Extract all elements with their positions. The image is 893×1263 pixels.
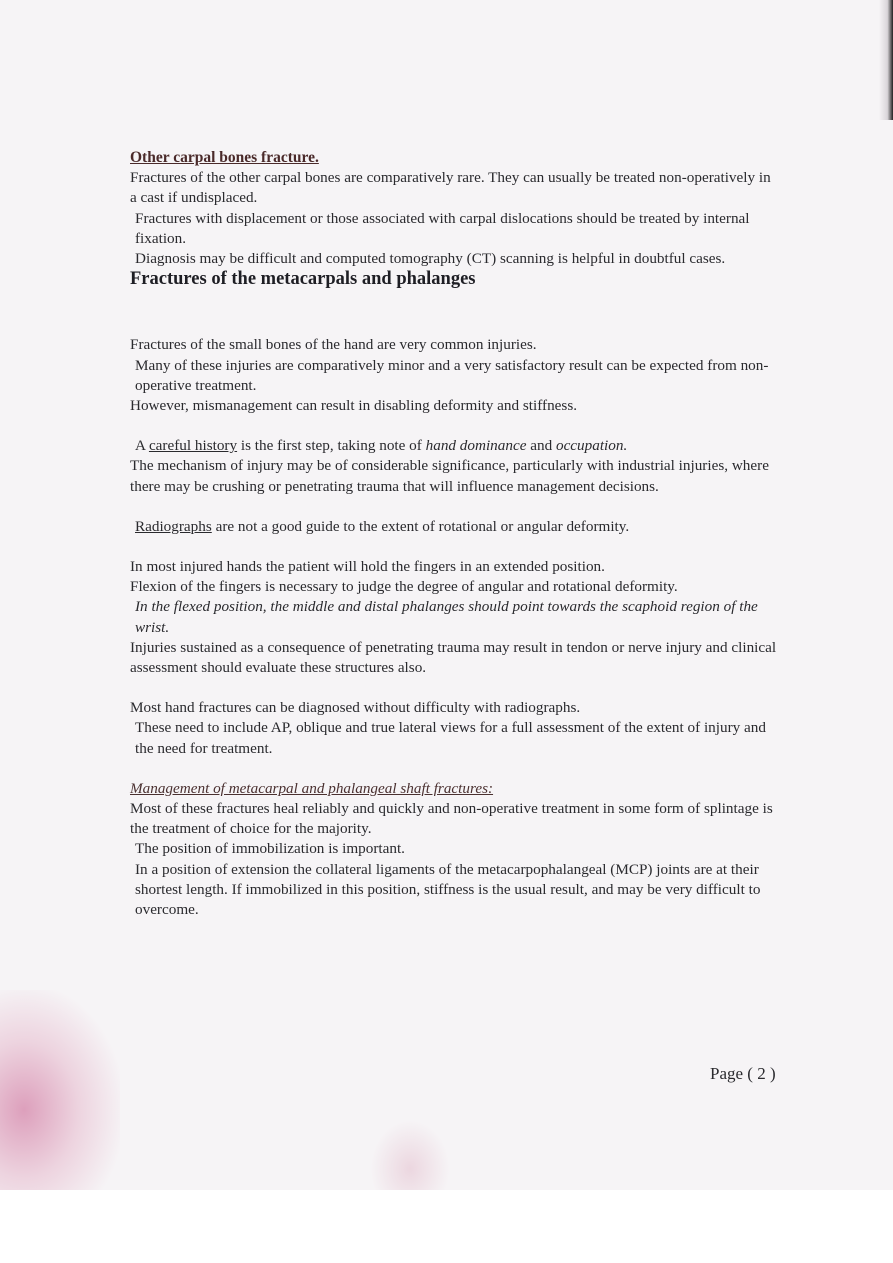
radiographs-rest: are not a good guide to the extent of rotational or angular deformity.: [211, 517, 630, 535]
history-pre: A: [135, 437, 149, 455]
history-and: and: [526, 437, 556, 455]
history-paragraph: [130, 436, 780, 456]
light-leak-small: [370, 1120, 450, 1190]
occupation-term: occupation.: [555, 437, 628, 455]
hands-sentence-3: In the flexed position, the middle and distal phalanges should point towards the scaphoid region of the wrist.: [135, 598, 758, 636]
intro-sentence-1: Fractures of the small bones of the hand are very common injuries.: [130, 336, 537, 354]
diagnosis-sentence-1: Most hand fractures can be diagnosed without difficulty with radiographs.: [130, 699, 581, 717]
metacarpal-heading: Fractures of the metacarpals and phalanges: [130, 269, 476, 290]
carpal-paragraph-3: Diagnosis may be difficult and computed tomography (CT) scanning is helpful in doubtful cases.: [135, 250, 726, 268]
carpal-paragraph-1: Fractures of the other carpal bones are comparatively rare. They can usually be treated non-operatively in a cast if undisplaced.: [130, 169, 771, 207]
management-subtitle: Management of metacarpal and phalangeal shaft fractures:: [130, 779, 494, 797]
management-sentence-1: Most of these fractures heal reliably and quickly and non-operative treatment in some form of splintage is the treatment of choice for the majority.: [130, 800, 773, 838]
radiographs-term: Radiographs: [135, 517, 212, 535]
document-body: [130, 148, 780, 920]
hand-dominance-term: hand dominance: [425, 437, 527, 455]
intro-sentence-2: Many of these injuries are comparatively minor and a very satisfactory result can be expected from non-operative treatment.: [135, 356, 769, 394]
hands-sentence-2: Flexion of the fingers is necessary to judge the degree of angular and rotational deformity.: [130, 578, 678, 596]
hands-sentence-4: Injuries sustained as a consequence of penetrating trauma may result in tendon or nerve injury and clinical assessment should evaluate these structures also.: [130, 638, 777, 677]
intro-sentence-3: However, mismanagement can result in disabling deformity and stiffness.: [130, 397, 578, 415]
history-mid: is the first step, taking note of: [237, 437, 426, 455]
carpal-section-title: Other carpal bones fracture.: [130, 149, 319, 166]
careful-history-term: careful history: [148, 437, 238, 455]
management-sentence-2: The position of immobilization is important.: [135, 840, 405, 858]
light-leak: [0, 990, 120, 1190]
diagnosis-sentence-2: These need to include AP, oblique and true lateral views for a full assessment of the extent of injury and the need for treatment.: [135, 719, 766, 757]
page-number: Page ( 2 ): [710, 1064, 776, 1083]
hands-sentence-1: In most injured hands the patient will hold the fingers in an extended position.: [130, 558, 605, 576]
mechanism-paragraph: The mechanism of injury may be of considerable significance, particularly with industrial injuries, where there may be crushing or penetrating trauma that will influence management decisions.: [130, 457, 769, 495]
page-edge-shadow: [879, 0, 893, 120]
radiographs-paragraph: [130, 517, 780, 537]
management-sentence-3: In a position of extension the collateral ligaments of the metacarpophalangeal (MCP) joints are at their shortest length. If immobilized in this position, stiffness is the usual result, and may be very difficult to overcome.: [135, 860, 761, 919]
carpal-paragraph-2: Fractures with displacement or those associated with carpal dislocations should be treated by internal fixation.: [135, 209, 750, 247]
